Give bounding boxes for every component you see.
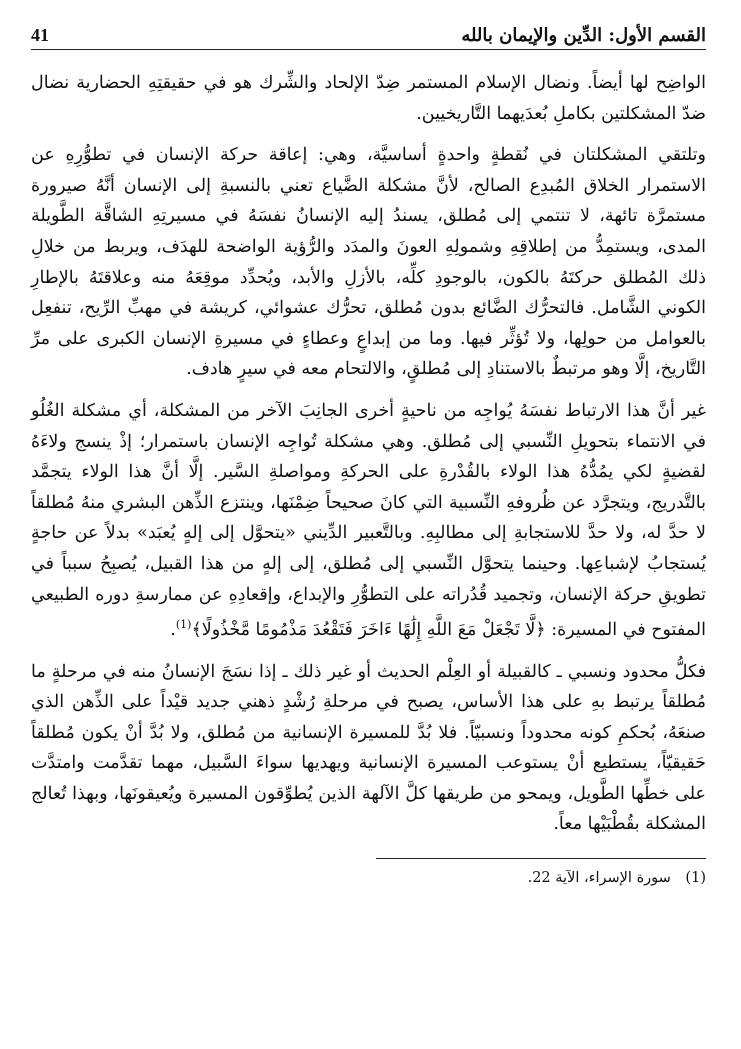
footnote-divider [376,858,706,859]
quran-verse: ﴿لَّا تَجْعَلْ مَعَ اللَّهِ إِلَٰهًا ءَاخَرَ فَتَقْعُدَ مَذْمُومًا مَّخْذُولًا﴾ [191,619,546,640]
footnote-marker[interactable]: (1) [175,618,192,632]
running-title: القسم الأول: الدِّين والإيمان بالله [461,25,706,46]
page-header [31,18,706,50]
footnote [31,867,706,889]
footnote-text: سورة الإسراء، الآية 22. [527,870,671,887]
paragraph-1: الواضِح لها أيضاً. ونضال الإسلام المستمر ضِدّ الإلحاد والشِّرك هو في حقيقتِهِ الحضارية نضال ضدّ المشكلتين بكاملِ بُعدَيهما التَّاريخيين. [31,73,706,124]
body-text [31,68,706,840]
paragraph-3: غير أنَّ هذا الارتباط نفسَهُ يُواجِه من ناحيةٍ أخرى الجانِبَ الآخر من المشكلة، أي مشكلة الغُلُو في الانتماء بتحويلِ النِّسبي إلى مُطلق. وهي مشكلة تُواجِه الإنسان باستمرار؛ إذْ ينسج ولاءَهُ لقضيةٍ لكي يمُدُّهُ هذا الولاء بالقُدْرةِ على الحركةِ ومواصلةِ السَّير. إلَّا أنَّ هذا الولاء يتجمَّد بالتَّدريج، ويتجرَّد عن ظُروفهِ النِّسبية التي كانَ صحيحاً ضِمْنَها، وينتزع الذِّهن البشري منهُ مُطلقاً لا حدَّ له، ولا حدَّ للاستجابةِ إلى مطالبِهِ. وبالتَّعبير الدِّيني «يتحوَّل إلى إلهٍ يُعبَد» بدلاً عن حاجةٍ يُستجابُ لإشباعِها. وحينما يتحوَّل النِّسبي إلى مُطلق، إلى إلهٍ من هذا القبيل، يُصبِحُ سبباً في تطويقِ حركة الإنسان، وتجميد قُدُراته على التطوُّرِ والإبداع، وإقعادِهِ عن ممارسةِ دوره الطبيعي المفتوح في المسيرة: ﴿لَّا تَجْعَلْ مَعَ اللَّهِ إِلَٰهًا ءَاخَرَ فَتَقْعُدَ مَذْمُومًا مَّخْذُولًا﴾$^{(1)}$. [31,400,707,640]
paragraph-2: وتلتقي المشكلتان في نُقطةٍ واحدةٍ أساسيَّة، وهي: إعاقة حركة الإنسان في تطوُّرِهِ عن الاستمرار الخلاق المُبدِع الصالح، لأنَّ مشكلة الضَّياع تعني بالنسبةِ إلى الإنسان أنَّهُ صيرورة مستمرَّة تائهة، لا تنتمي إلى مُطلق، يسندُ إليه الإنسانُ نفسَهُ في مسيرتِهِ الشاقَّة الطَّويلة المدى، ويستمِدُّ من إطلاقِهِ وشمولِهِ العونَ والمدَد والرُّؤية الواضحة للهدَف، ويربط من خلالِ ذلك المُطلق حركتَهُ بالكون، بالوجودِ كلِّه، بالأزلِ والأبد، ويُحدِّد موقِعَهُ منه وعلاقتَهُ بالإطارِ الكوني الشَّامل. فالتحرُّك الضَّائع بدون مُطلق، تحرُّك عشوائي، كريشة في مهبِّ الرِّيح، تنفعِل بالعوامل من حولِها، ولا تُؤثِّر فيها. وما من إبداعٍ وعطاءٍ في مسيرةِ الإنسان الكبرى على مرِّ التَّاريخ، إلَّا وهو مرتبطٌ بالاستنادِ إلى مُطلقٍ، والالتحام معه في سيرٍ هادف. [31,145,706,380]
page-number: 41 [31,25,49,45]
paragraph-4: فكلُّ محدود ونسبي ـ كالقبيلة أو العِلْم الحديث أو غير ذلك ـ إذا نسَجَ الإنسانُ منه في مرحلةٍ ما مُطلقاً يرتبط بهِ على هذا الأساس، يصبح في مرحلةِ رُشْدٍ ذهني جديد قيْداً على الذِّهن الذي صنعَهُ، بُحكمِ كونه محدوداً ونسبيّاً. فلا بُدَّ للمسيرة الإنسانية من مُطلق، ولا بُدَّ أنْ يكون مُطلقاً حَقيقيّاً، يستطيع أنْ يستوعب المسيرة الإنسانية ويهديها سواءَ السَّبيل، مهما تقدَّمت وامتدَّت على خطِّها الطَّويل، ويمحو من طريقها كلَّ الآلهة الذين يُطوِّقون المسيرة ويُعيقونَها، وبهذا تُعالج المشكلة بقُطْبَيْها معاً. [31,661,706,835]
footnote-number: (1) [685,870,706,887]
paragraph-3-text: غير أنَّ هذا الارتباط نفسَهُ يُواجِه من ناحيةٍ أخرى الجانِبَ الآخر من المشكلة، أي مشكلة الغُلُو في الانتماء بتحويلِ النِّسبي إلى مُطلق. وهي مشكلة تُواجِه الإنسان باستمرار؛ إذْ ينسج ولاءَهُ لقضيةٍ لكي يمُدُّهُ هذا الولاء بالقُدْرةِ على الحركةِ ومواصلةِ السَّير. إلَّا أنَّ هذا الولاء يتجمَّد بالتَّدريج، ويتجرَّد عن ظُروفهِ النِّسبية التي كانَ صحيحاً ضِمْنَها، وينتزع الذِّهن البشري منهُ مُطلقاً لا حدَّ له، ولا حدَّ للاستجابةِ إلى مطالبِهِ. وبالتَّعبير الدِّيني «يتحوَّل إلى إلهٍ يُعبَد» بدلاً عن حاجةٍ يُستجابُ لإشباعِها. وحينما يتحوَّل النِّسبي إلى مُطلق، إلى إلهٍ من هذا القبيل، يُصبِحُ سبباً في تطويقِ حركة الإنسان، وتجميد قُدُراته على التطوُّرِ والإبداع، وإقعادِهِ عن ممارسةِ دوره الطبيعي المفتوح في المسيرة: [31,400,707,640]
